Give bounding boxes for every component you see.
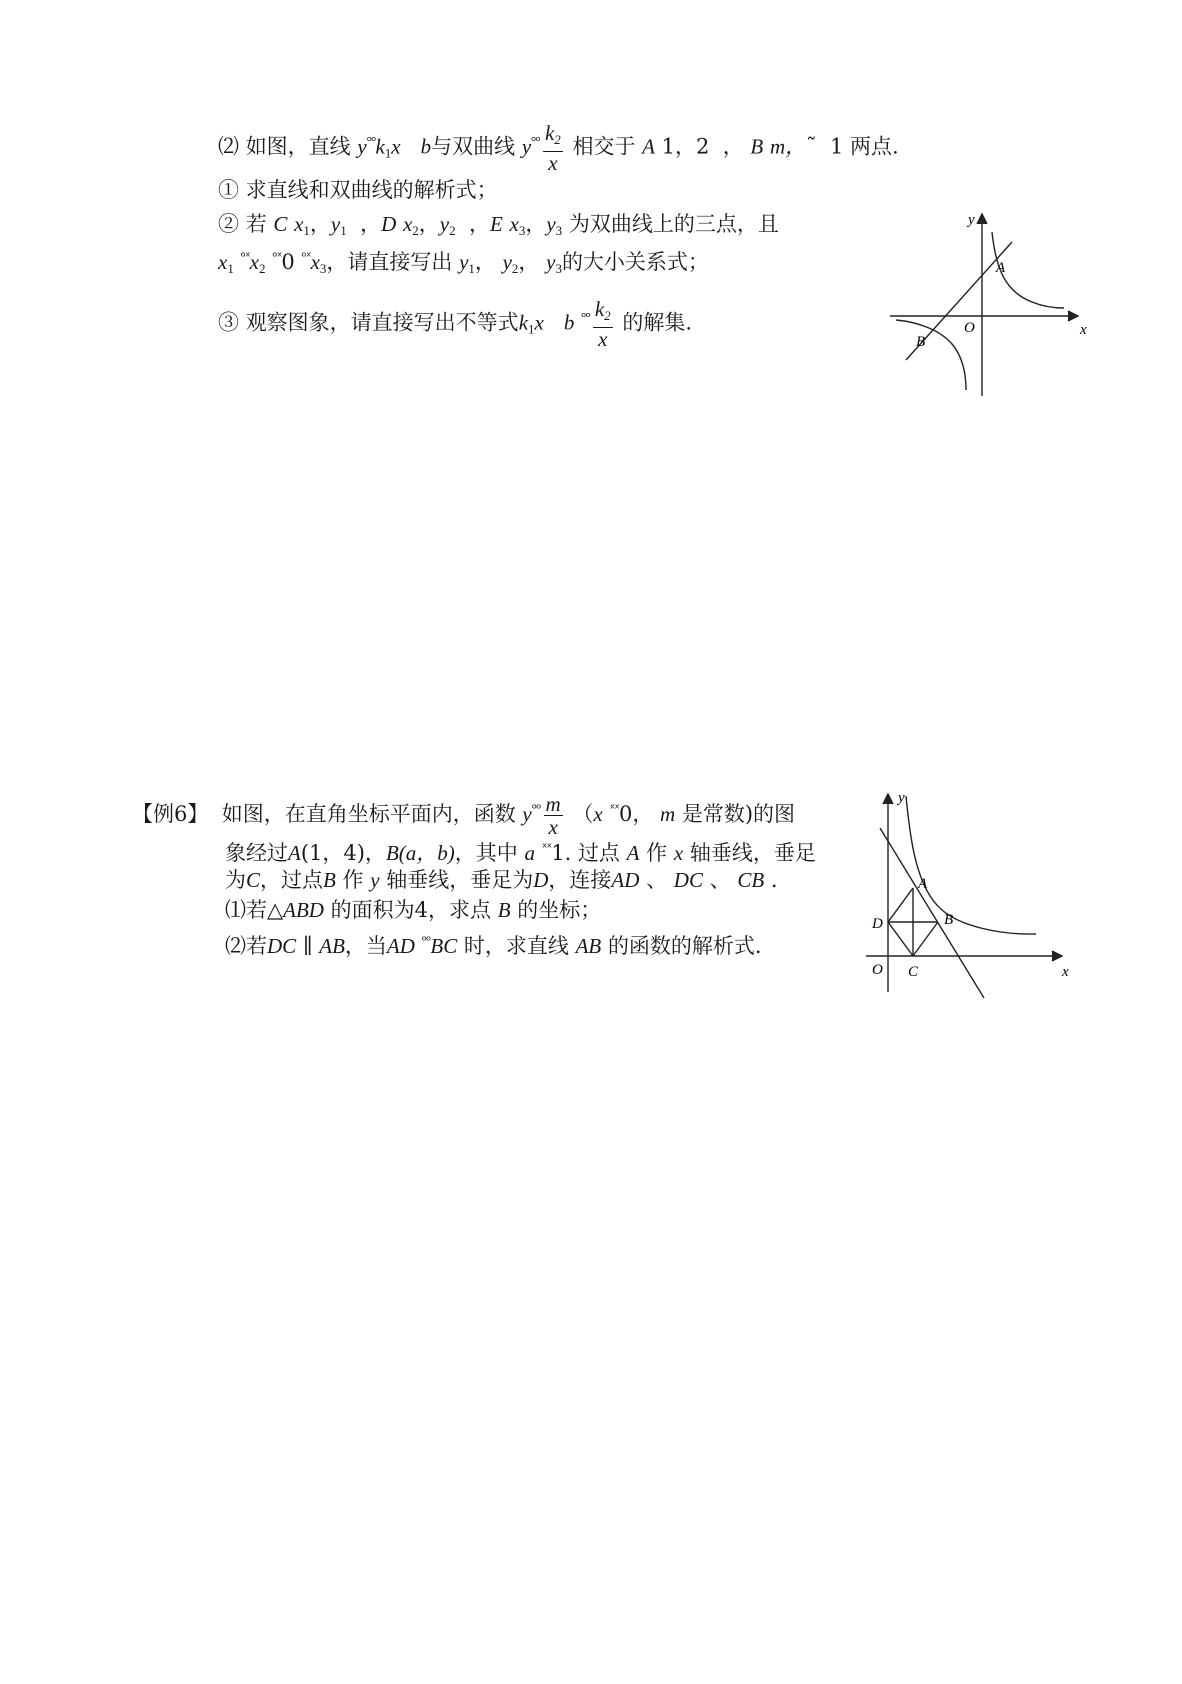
segment-AD <box>888 888 913 922</box>
fig1-label-y: y <box>968 212 975 228</box>
fig2-label-B: B <box>944 912 954 928</box>
example6-question-1: ⑴若△ABD 的面积为4，求点 B 的坐标； <box>225 898 602 922</box>
fig2-label-O: O <box>872 962 883 978</box>
problem2-question-2-cont: $x_1$ $^{ᵒˣ}x_2$ $^{ᵒˣ}$0 $^{ᵒˣ}x_3$，请直接写出 $y_1$， $y_2$， $y_3$的大小关系式； <box>218 250 709 276</box>
fig2-label-C: C <box>908 964 919 980</box>
fig2-label-y: y <box>898 790 905 806</box>
y-axis-arrow <box>977 214 987 224</box>
fig2-y-axis-arrow <box>883 794 893 804</box>
fig2-hyperbola <box>906 796 1036 934</box>
fig1-label-O: O <box>964 320 975 336</box>
problem2-figure <box>880 210 1090 400</box>
fig1-label-B: B <box>916 334 926 350</box>
fig1-label-x: x <box>1080 322 1087 338</box>
hyperbola-left-branch <box>896 320 966 390</box>
x-axis-arrow <box>1068 311 1078 321</box>
fig1-label-A: A <box>996 260 1006 276</box>
line-AB <box>880 828 984 998</box>
example6-line-1: 【例6】 如图，在直角坐标平面内，函数 $y^{ᵒᵒ}$ $\frac{m}{x}$ （x $^{ˣˣ}$0， m 是常数)的图 <box>132 792 796 839</box>
fig2-label-x: x <box>1062 964 1069 980</box>
problem2-intro: ⑵ 如图，直线 $y^{ᵒᵒ}k_1x$ b与双曲线 $y^{ᵒᵒ}$ $\frac{k_2}{x}$ 相交于 A 1，2 ， B m，˜ 1 两点. <box>218 121 899 175</box>
fig2-label-A: A <box>918 876 928 892</box>
fraction-k2-over-x: $\frac{k_2}{x}$ <box>594 297 611 351</box>
example6-figure <box>860 788 1080 998</box>
example6-label: 【例6】 <box>132 802 209 826</box>
example6-line-2: 象经过A(1，4)，B(a，b)，其中 a $^{ˣˣ}$1. 过点 A 作 x 轴垂线，垂足 <box>225 841 816 865</box>
problem2-question-3: ③ 观察图象，请直接写出不等式$k_1x$ b $^{ᵒᵒ}$ $\frac{k_2}{x}$ 的解集. <box>218 297 693 351</box>
segment-DC <box>888 922 913 956</box>
segment-CB <box>913 922 938 956</box>
fraction-k2-over-x: $\frac{k_2}{x}$ <box>544 121 561 175</box>
fraction-m-over-x: $\frac{m}{x}$ <box>545 792 561 839</box>
example6-question-2: ⑵若DC ∥ AB，当AD $^{ᵒᵒ}$BC 时，求直线 AB 的函数的解析式. <box>225 934 762 958</box>
problem2-question-1: ① 求直线和双曲线的解析式； <box>218 178 498 202</box>
fig2-x-axis-arrow <box>1052 951 1062 961</box>
problem2-question-2: ② 若 C $x_1$，$y_1$ ，D $x_2$，$y_2$ ，E $x_3$，$y_3$ 为双曲线上的三点，且 <box>218 212 779 238</box>
fig2-label-D: D <box>872 916 883 932</box>
example6-line-3: 为C，过点B 作 y 轴垂线，垂足为D，连接AD 、 DC 、 CB . <box>225 868 778 892</box>
